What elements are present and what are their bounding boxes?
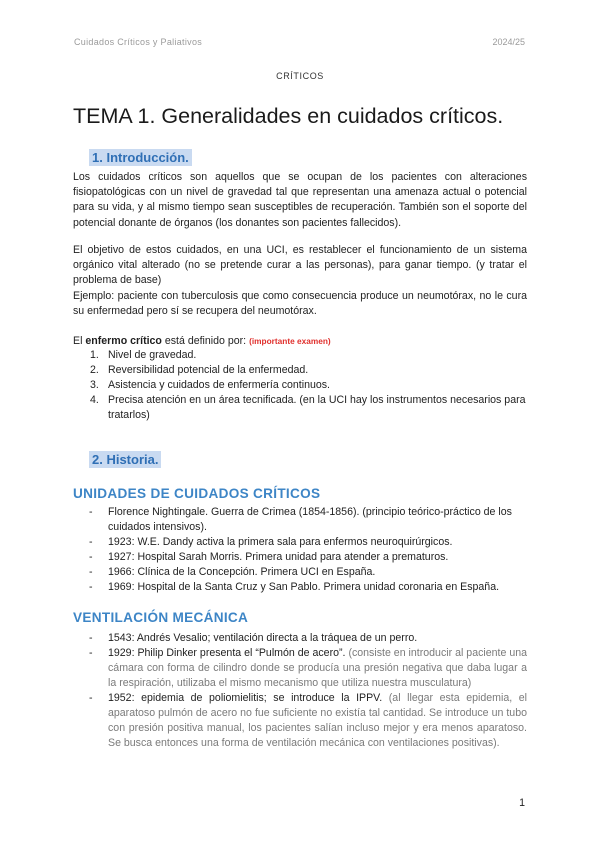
subheading-ventilacion: VENTILACIÓN MECÁNICA bbox=[73, 610, 249, 625]
important-note: (importante examen) bbox=[249, 336, 331, 346]
list-item-number: 3. bbox=[90, 379, 99, 391]
heading-historia: 2. Historia. bbox=[89, 451, 161, 468]
intro-paragraph-1: Los cuidados críticos son aquellos que se ocupan de los pacientes con alteraciones fisiopatológicas con un nivel de gravedad tal que representan una amenaza actual o potencial para su vida, y al mismo tiempo sean susceptibles de recuperación. También son el soporte del potencial donante de órganos (los donantes son pacientes fallecidos). bbox=[73, 171, 527, 229]
list-item-note: (al llegar esta epidemia, el aparatoso pulmón de acero no fue suficiente no existía tal cantidad. Se introduce un tubo con presión positiva manual, los pacientes salían incluso mejor y era menos aparatoso. Se busca entonces una forma de ventilación mecánica con ventilaciones positivas). bbox=[108, 692, 527, 749]
dash-bullet: - bbox=[89, 581, 93, 593]
list-item-text: Precisa atención en un área tecnificada. (en la UCI hay los instrumentos necesarios para tratarlos) bbox=[108, 394, 526, 421]
units-list bbox=[73, 505, 527, 595]
list-item-text: 1923: W.E. Dandy activa la primera sala para enfermos neuroquirúrgicos. bbox=[108, 536, 453, 548]
list-item-text: Nivel de gravedad. bbox=[108, 349, 197, 361]
list-item bbox=[73, 505, 527, 535]
list-item-text: 1966: Clínica de la Concepción. Primera UCI en España. bbox=[108, 566, 376, 578]
list-item bbox=[73, 393, 527, 423]
list-item bbox=[73, 550, 527, 565]
list-item-text: 1543: Andrés Vesalio; ventilación directa a la tráquea de un perro. bbox=[108, 632, 418, 644]
list-item-number: 2. bbox=[90, 364, 99, 376]
dash-bullet: - bbox=[89, 536, 93, 548]
list-item-number: 4. bbox=[90, 394, 99, 406]
page-title: TEMA 1. Generalidades en cuidados críticos. bbox=[73, 104, 504, 128]
list-item bbox=[73, 580, 527, 595]
definition-term: enfermo crítico bbox=[85, 335, 162, 347]
list-item bbox=[73, 646, 527, 691]
list-item-text: 1952: epidemia de poliomielitis; se introduce la IPPV. bbox=[108, 692, 383, 704]
dash-bullet: - bbox=[89, 692, 93, 704]
list-item bbox=[73, 348, 527, 363]
dash-bullet: - bbox=[89, 551, 93, 563]
section-label: CRÍTICOS bbox=[276, 71, 324, 81]
enfermo-critico-definition bbox=[73, 334, 527, 349]
page-number: 1 bbox=[519, 797, 525, 809]
intro-paragraph-2 bbox=[73, 243, 527, 319]
list-item-text: 1927: Hospital Sarah Morris. Primera unidad para atender a prematuros. bbox=[108, 551, 449, 563]
list-item-note: (consiste en introducir al paciente una cámara con forma de cilindro donde se producía una presión negativa que daba lugar a la respiración, utilizaba el mismo mecanismo que utiliza nuestra musculatura) bbox=[108, 647, 527, 689]
dash-bullet: - bbox=[89, 647, 93, 659]
heading-introduccion: 1. Introducción. bbox=[89, 149, 192, 166]
ventilation-list bbox=[73, 631, 527, 751]
definition-suffix: está definido por: bbox=[161, 335, 250, 347]
list-item bbox=[73, 363, 527, 378]
list-item bbox=[73, 535, 527, 550]
list-item-text: Asistencia y cuidados de enfermería continuos. bbox=[108, 379, 331, 391]
list-item-text: 1969: Hospital de la Santa Cruz y San Pablo. Primera unidad coronaria en España. bbox=[108, 581, 500, 593]
dash-bullet: - bbox=[89, 632, 93, 644]
definition-prefix: El bbox=[73, 335, 86, 347]
subheading-unidades: UNIDADES DE CUIDADOS CRÍTICOS bbox=[73, 486, 321, 501]
list-item bbox=[73, 631, 527, 646]
header-course: Cuidados Críticos y Paliativos bbox=[74, 37, 203, 47]
list-item-text: Reversibilidad potencial de la enfermedad. bbox=[108, 364, 309, 376]
list-item bbox=[73, 691, 527, 751]
criteria-list bbox=[73, 348, 527, 423]
list-item-text: 1929: Philip Dinker presenta el “Pulmón de acero”. bbox=[108, 647, 346, 659]
list-item-text: Florence Nightingale. Guerra de Crimea (1854-1856). (principio teórico-práctico de los cuidados intensivos). bbox=[108, 506, 512, 533]
list-item bbox=[73, 565, 527, 580]
dash-bullet: - bbox=[89, 566, 93, 578]
list-item bbox=[73, 378, 527, 393]
dash-bullet: - bbox=[89, 506, 93, 518]
objetivo-text: El objetivo de estos cuidados, en una UCI, es restablecer el funcionamiento de un sistema orgánico vital alterado (no se pretende curar a las personas), para ganar tiempo. (y tratar el problema de base) bbox=[73, 244, 527, 287]
ejemplo-text: Ejemplo: paciente con tuberculosis que como consecuencia produce un neumotórax, no le cura su enfermedad pero sí se recupera del neumotórax. bbox=[73, 289, 527, 317]
header-year: 2024/25 bbox=[492, 37, 525, 47]
list-item-number: 1. bbox=[90, 349, 99, 361]
